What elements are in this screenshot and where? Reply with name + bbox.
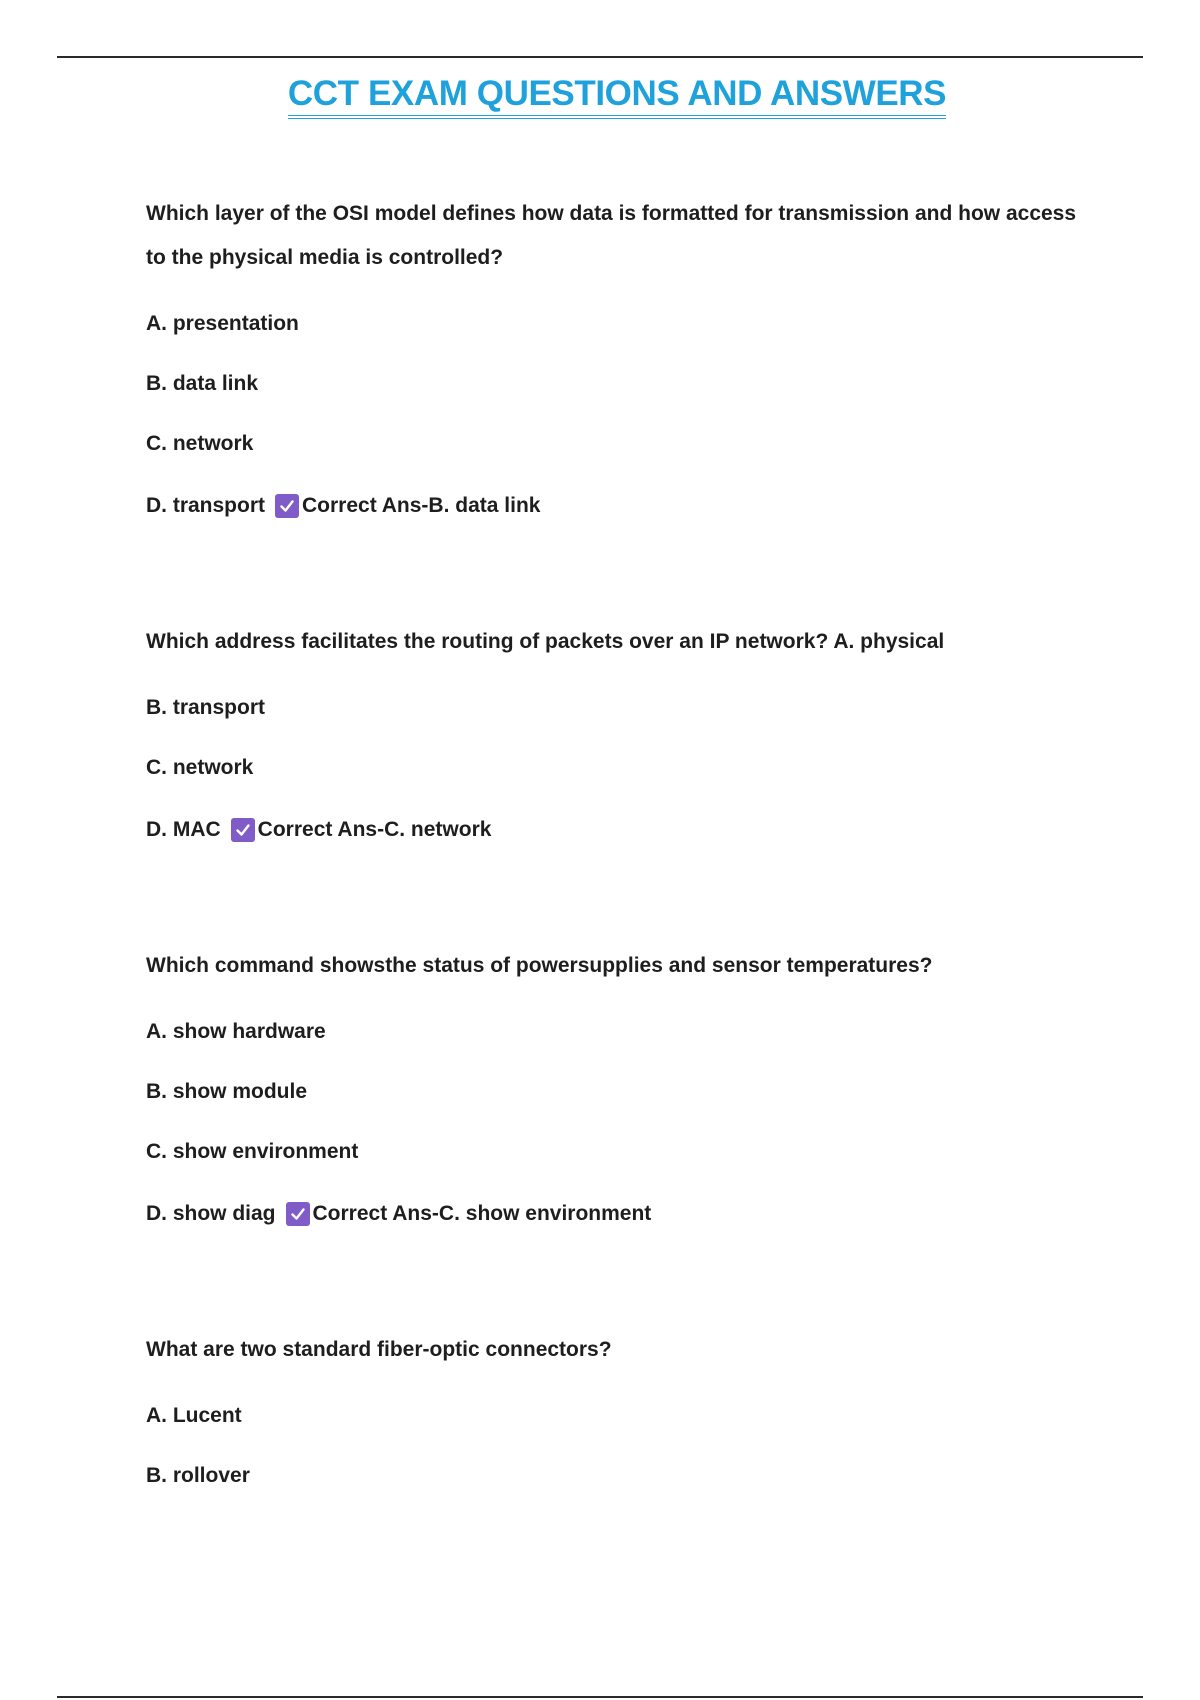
question-2-correct-answer: Correct Ans-C. network (257, 818, 492, 841)
question-block-2 (146, 620, 1086, 844)
checkbox-check-icon (275, 494, 299, 518)
question-3-option-a: A. show hardware (146, 1020, 326, 1043)
question-block-4 (146, 1328, 1086, 1490)
document-title-text: CCT EXAM QUESTIONS AND ANSWERS (288, 76, 946, 119)
question-4-option-a: A. Lucent (146, 1404, 242, 1427)
question-1-last-option-line (146, 492, 1086, 520)
question-2-text: Which address facilitates the routing of packets over an IP network? A. physical (146, 630, 945, 653)
question-1-option-d: D. transport (146, 494, 266, 517)
checkbox-check-icon (286, 1202, 310, 1226)
question-3-option-b: B. show module (146, 1080, 308, 1103)
top-rule (57, 56, 1143, 58)
question-2-option-b: B. transport (146, 696, 266, 719)
question-4-text: What are two standard fiber-optic connectors? (146, 1338, 612, 1361)
question-3-option-d: D. show diag (146, 1202, 276, 1225)
question-1-option-c: C. network (146, 432, 254, 455)
question-2-last-option-line (146, 816, 1086, 844)
checkbox-check-icon (231, 818, 255, 842)
document-title (0, 74, 1200, 119)
question-4-option-b: B. rollover (146, 1464, 250, 1487)
question-2-option-d: D. MAC (146, 818, 221, 841)
question-3-correct-answer: Correct Ans-C. show environment (312, 1202, 652, 1225)
bottom-rule (57, 1696, 1143, 1698)
question-block-3 (146, 944, 1086, 1228)
question-2-option-c: C. network (146, 756, 254, 779)
question-3-option-c: C. show environment (146, 1140, 359, 1163)
question-1-correct-answer: Correct Ans-B. data link (302, 494, 541, 517)
question-3-text: Which command showsthe status of powersupplies and sensor temperatures? (146, 954, 933, 977)
question-1-option-a: A. presentation (146, 312, 299, 335)
question-3-last-option-line (146, 1200, 1086, 1228)
question-list (146, 204, 1086, 1490)
question-1-text: Which layer of the OSI model defines how data is formatted for transmission and how access to the physical media is controlled? (146, 202, 1077, 269)
question-block-1 (146, 192, 1086, 520)
question-1-option-b: B. data link (146, 372, 259, 395)
